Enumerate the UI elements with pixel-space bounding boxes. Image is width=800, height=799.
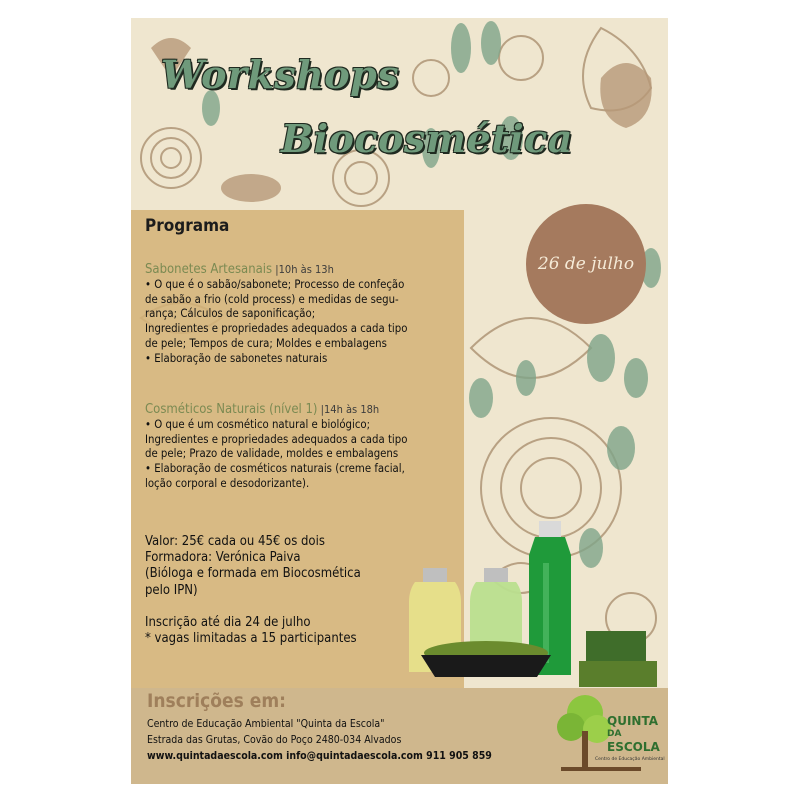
quinta-da-escola-logo <box>555 691 665 779</box>
logo-tagline: Centro de Educação Ambiental <box>595 757 665 762</box>
info-block <box>145 534 361 647</box>
section1-line: rança; Cálculos de saponificação; <box>145 307 316 321</box>
contact-line: www.quintadaescola.com info@quintadaescola.com 911 905 859 <box>147 750 492 762</box>
section1-time: |10h às 13h <box>272 263 334 276</box>
address-block <box>147 716 492 764</box>
section2-body <box>145 418 407 492</box>
section2-title: Cosméticos Naturais (nível 1) <box>145 402 318 417</box>
date-text: 26 de julho <box>537 254 635 274</box>
section1-line: de sabão a frio (cold process) e medidas de segu- <box>145 292 399 306</box>
info-line: (Bióloga e formada em Biocosmética <box>145 566 361 582</box>
address-line: Estrada das Grutas, Covão do Poço 2480-034 Alvados <box>147 734 402 746</box>
info-line: pelo IPN) <box>145 582 198 598</box>
section1-line: • O que é o sabão/sabonete; Processo de confeção <box>145 278 405 291</box>
address-line: Centro de Educação Ambiental "Quinta da Escola" <box>147 718 385 730</box>
section1-heading <box>145 262 334 277</box>
section2-line: de pele; Prazo de validade, moldes e embalagens <box>145 447 399 461</box>
logo-text-quinta: QUINTA <box>607 714 658 728</box>
title-line-2: Biocosmética <box>281 116 573 161</box>
info-line: Inscrição até dia 24 de julho <box>145 614 311 630</box>
section2-line: • O que é um cosmético natural e biológico; <box>145 418 371 431</box>
section1-line: Ingredientes e propriedades adequados a cada tipo <box>145 322 408 336</box>
date-badge <box>526 204 646 324</box>
section2-line: • Elaboração de cosméticos naturais (creme facial, <box>145 462 405 476</box>
section1-title: Sabonetes Artesanais <box>145 262 273 277</box>
info-line: Valor: 25€ cada ou 45€ os dois <box>145 534 325 549</box>
poster <box>131 18 668 784</box>
section1-line: • Elaboração de sabonetes naturais <box>145 351 328 365</box>
info-spacer <box>145 599 361 615</box>
info-line: * vagas limitadas a 15 participantes <box>145 631 357 647</box>
logo-text-da: DA <box>607 729 622 739</box>
section1-body <box>145 278 407 366</box>
logo-text-escola: ESCOLA <box>607 740 660 754</box>
section1-line: de pele; Tempos de cura; Moldes e embalagens <box>145 336 387 350</box>
green-bottle-cap <box>539 521 561 537</box>
section2-line: Ingredientes e propriedades adequados a cada tipo <box>145 432 408 446</box>
programa-heading: Programa <box>145 216 230 236</box>
info-line: Formadora: Verónica Paiva <box>145 550 301 566</box>
section2-heading <box>145 402 379 417</box>
section2-line: loção corporal e desodorizante). <box>145 476 310 490</box>
inscricoes-heading: Inscrições em: <box>147 690 286 712</box>
section2-time: |14h às 18h <box>317 403 380 416</box>
cosmetic-products-image <box>401 513 668 688</box>
title-line-1: Workshops <box>161 52 400 97</box>
